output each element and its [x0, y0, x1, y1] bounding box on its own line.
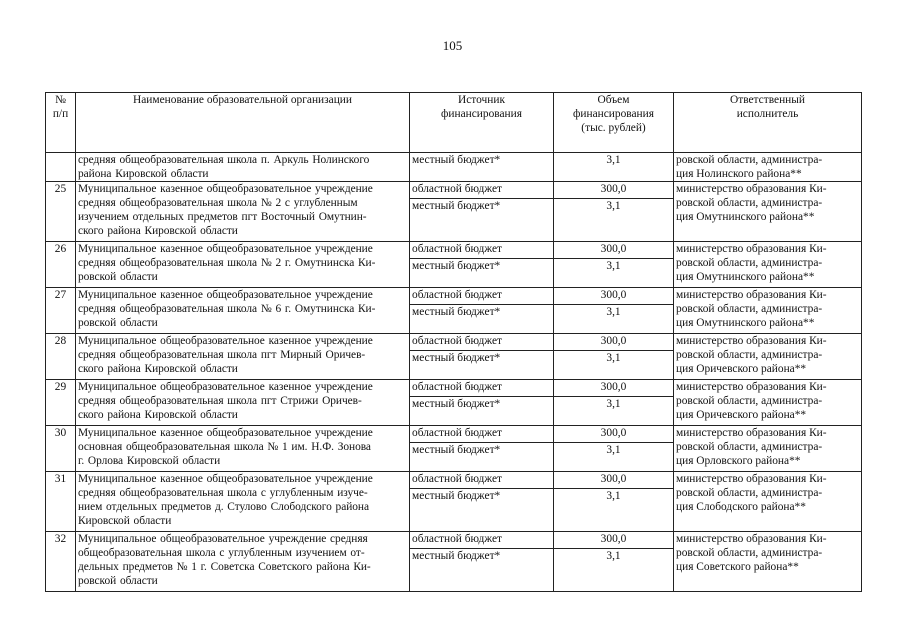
- funding-volume: 3,1: [554, 351, 674, 380]
- responsible-executor: министерство образования Ки- ровской области, администра- ция Советского района**: [674, 532, 862, 592]
- funding-source: местный бюджет*: [410, 351, 554, 380]
- funding-volume: 300,0: [554, 426, 674, 443]
- funding-source: областной бюджет: [410, 182, 554, 199]
- continuation-num: [46, 153, 76, 182]
- funding-volume: 3,1: [554, 397, 674, 426]
- funding-source: областной бюджет: [410, 334, 554, 351]
- funding-source: областной бюджет: [410, 532, 554, 549]
- row-number: 31: [46, 472, 76, 532]
- responsible-executor: министерство образования Ки- ровской области, администра- ция Слободского района**: [674, 472, 862, 532]
- funding-table: [45, 92, 862, 592]
- row-number: 29: [46, 380, 76, 426]
- continuation-source: местный бюджет*: [410, 153, 554, 182]
- table-header-row: [46, 93, 862, 153]
- organization-name: Муниципальное общеобразовательное казенное учреждение средняя общеобразовательная школа пгт Стрижи Оричев- ского района Кировской области: [76, 380, 410, 426]
- table-row: [46, 242, 862, 259]
- organization-name: Муниципальное казенное общеобразовательное учреждение средняя общеобразовательная школа № 2 с углубленным изучением отдельных предметов пгт Восточный Омутнин- ского района Кировской области: [76, 182, 410, 242]
- funding-volume: 3,1: [554, 443, 674, 472]
- row-number: 26: [46, 242, 76, 288]
- organization-name: Муниципальное общеобразовательное учреждение средняя общеобразовательная школа с углубленным изучением от- дельных предметов № 1 г. Советска Советского района Ки- ровской области: [76, 532, 410, 592]
- continuation-responsible: ровской области, администра- ция Нолинского района**: [674, 153, 862, 182]
- funding-volume: 3,1: [554, 199, 674, 242]
- table-row: [46, 380, 862, 397]
- responsible-executor: министерство образования Ки- ровской области, администра- ция Оричевского района**: [674, 334, 862, 380]
- funding-source: местный бюджет*: [410, 199, 554, 242]
- organization-name: Муниципальное казенное общеобразовательное учреждение средняя общеобразовательная школа с углубленным изуче- нием отдельных предметов д. Стулово Слободского района Кировской области: [76, 472, 410, 532]
- funding-source: областной бюджет: [410, 380, 554, 397]
- header-num: № п/п: [46, 93, 76, 153]
- responsible-executor: министерство образования Ки- ровской области, администра- ция Оричевского района**: [674, 380, 862, 426]
- continuation-volume: 3,1: [554, 153, 674, 182]
- header-name: Наименование образовательной организации: [76, 93, 410, 153]
- funding-source: местный бюджет*: [410, 397, 554, 426]
- responsible-executor: министерство образования Ки- ровской области, администра- ция Орловского района**: [674, 426, 862, 472]
- funding-volume: 300,0: [554, 472, 674, 489]
- table-row: [46, 334, 862, 351]
- organization-name: Муниципальное казенное общеобразовательное учреждение средняя общеобразовательная школа № 6 г. Омутнинска Ки- ровской области: [76, 288, 410, 334]
- header-responsible: Ответственный исполнитель: [674, 93, 862, 153]
- row-number: 28: [46, 334, 76, 380]
- funding-volume: 3,1: [554, 259, 674, 288]
- funding-source: местный бюджет*: [410, 443, 554, 472]
- table-row: [46, 426, 862, 443]
- funding-source: местный бюджет*: [410, 259, 554, 288]
- row-number: 25: [46, 182, 76, 242]
- funding-volume: 3,1: [554, 489, 674, 532]
- table-row: [46, 472, 862, 489]
- funding-source: областной бюджет: [410, 472, 554, 489]
- funding-volume: 300,0: [554, 288, 674, 305]
- funding-volume: 300,0: [554, 380, 674, 397]
- funding-volume: 300,0: [554, 242, 674, 259]
- continuation-row: [46, 153, 862, 182]
- funding-volume: 300,0: [554, 532, 674, 549]
- funding-source: местный бюджет*: [410, 549, 554, 592]
- responsible-executor: министерство образования Ки- ровской области, администра- ция Омутнинского района**: [674, 242, 862, 288]
- funding-volume: 3,1: [554, 305, 674, 334]
- page-number: 105: [442, 38, 463, 53]
- funding-volume: 300,0: [554, 182, 674, 199]
- responsible-executor: министерство образования Ки- ровской области, администра- ция Омутнинского района**: [674, 182, 862, 242]
- row-number: 32: [46, 532, 76, 592]
- responsible-executor: министерство образования Ки- ровской области, администра- ция Омутнинского района**: [674, 288, 862, 334]
- table-row: [46, 182, 862, 199]
- row-number: 30: [46, 426, 76, 472]
- funding-source: областной бюджет: [410, 288, 554, 305]
- funding-source: местный бюджет*: [410, 305, 554, 334]
- table-row: [46, 532, 862, 549]
- continuation-name: средняя общеобразовательная школа п. Аркуль Нолинского района Кировской области: [76, 153, 410, 182]
- header-source: Источник финансирования: [410, 93, 554, 153]
- funding-volume: 300,0: [554, 334, 674, 351]
- funding-source: областной бюджет: [410, 426, 554, 443]
- table-row: [46, 288, 862, 305]
- funding-source: областной бюджет: [410, 242, 554, 259]
- organization-name: Муниципальное казенное общеобразовательное учреждение средняя общеобразовательная школа № 2 г. Омутнинска Ки- ровской области: [76, 242, 410, 288]
- organization-name: Муниципальное казенное общеобразовательное учреждение основная общеобразовательная школа № 1 им. Н.Ф. Зонова г. Орлова Кировской области: [76, 426, 410, 472]
- funding-source: местный бюджет*: [410, 489, 554, 532]
- row-number: 27: [46, 288, 76, 334]
- header-volume: Объем финансирования (тыс. рублей): [554, 93, 674, 153]
- organization-name: Муниципальное общеобразовательное казенное учреждение средняя общеобразовательная школа пгт Мирный Оричев- ского района Кировской области: [76, 334, 410, 380]
- funding-volume: 3,1: [554, 549, 674, 592]
